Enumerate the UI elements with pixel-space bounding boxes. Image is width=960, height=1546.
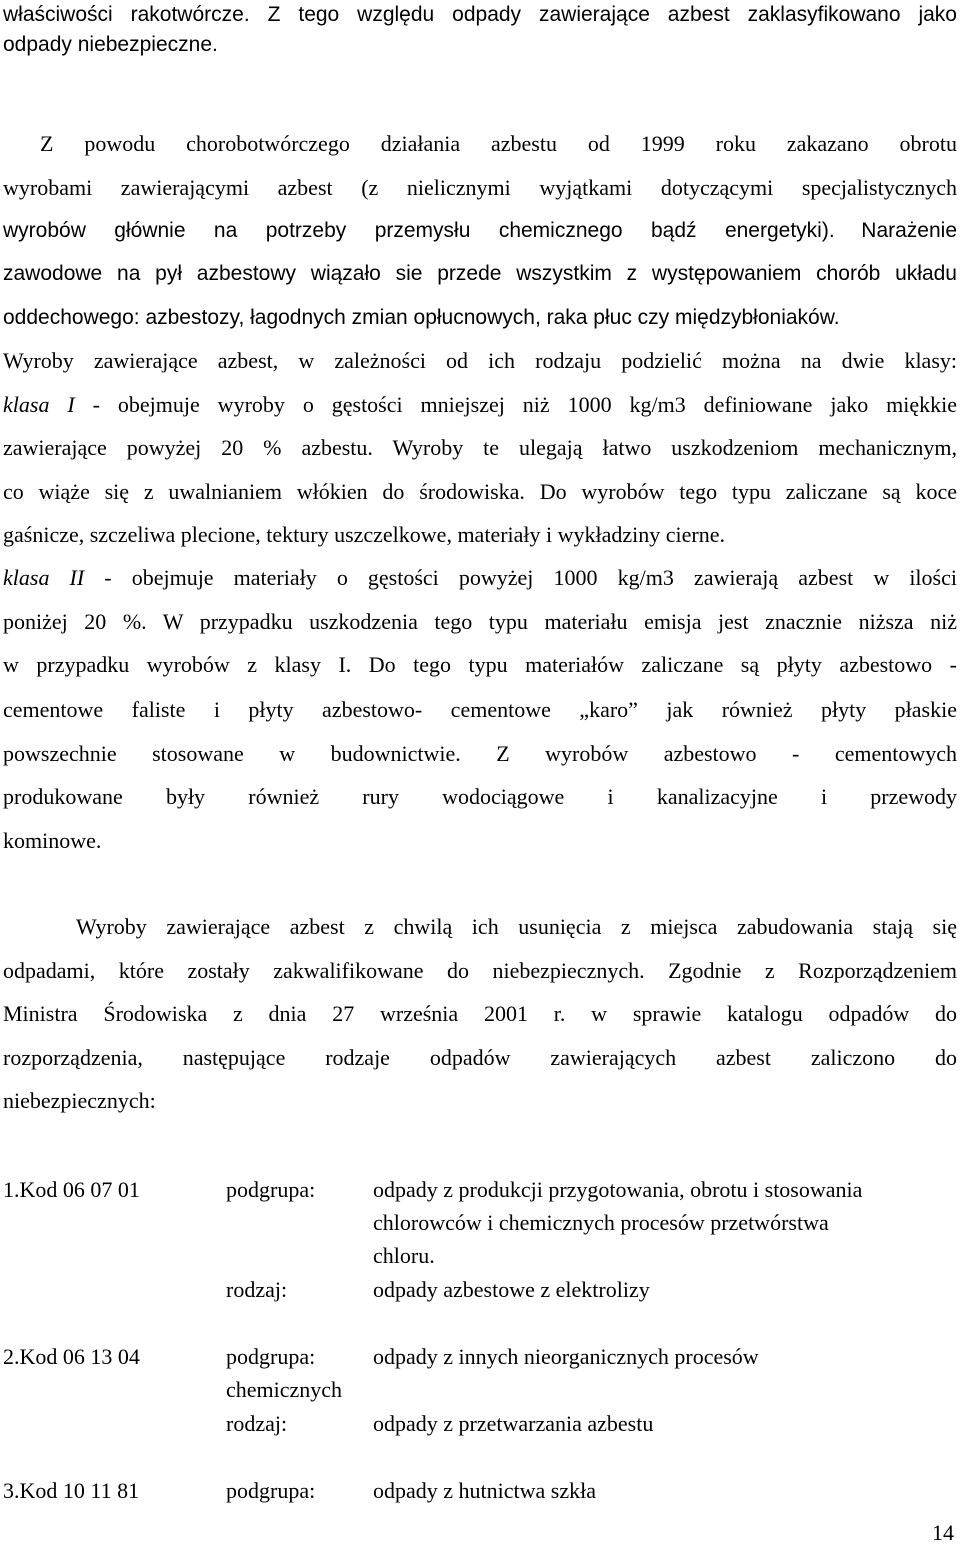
text-line: rozporządzenia, następujące rodzaje odpadów zawierających azbest zaliczono do <box>3 1045 957 1070</box>
text-line: Ministra Środowiska z dnia 27 września 2001 r. w sprawie katalogu odpadów do <box>3 1001 957 1026</box>
text-line: poniżej 20 %. W przypadku uszkodzenia tego typu materiału emisja jest znacznie niższa niż <box>3 609 957 634</box>
text-line <box>3 216 957 246</box>
text-segment: - obejmuje materiały o gęstości powyżej 1000 kg/m3 zawierają azbest w ilości <box>84 565 957 590</box>
text-line: powszechnie stosowane w budownictwie. Z wyrobów azbestowo - cementowych <box>3 741 957 766</box>
type-text: odpady z przetwarzania azbestu <box>373 1411 654 1436</box>
text-segment: - obejmuje wyroby o gęstości mniejszej niż 1000 kg/m3 definiowane jako miękkie <box>74 392 958 417</box>
subgroup-label: podgrupa: <box>226 1478 316 1503</box>
waste-code: 2.Kod 06 13 04 <box>3 1344 140 1369</box>
text-line: zawodowe na pył azbestowy wiązało sie przede wszystkim z występowaniem chorób układu <box>3 262 957 285</box>
type-label: rodzaj: <box>226 1411 288 1436</box>
text-line: oddechowego: azbestozy, łagodnych zmian opłucnowych, raka płuc czy międzybłoniaków. <box>3 306 840 329</box>
text-line: produkowane były również rury wodociągowe i kanalizacyjne i przewody <box>3 784 957 809</box>
code-entry-type <box>3 1275 957 1305</box>
code-entry <box>3 1175 957 1205</box>
text-line: w przypadku wyrobów z klasy I. Do tego typu materiałów zaliczane są płyty azbestowo - <box>3 652 957 677</box>
subgroup-label: podgrupa: <box>226 1344 316 1369</box>
subgroup-text: odpady z innych nieorganicznych procesów <box>373 1344 759 1369</box>
code-entry-type <box>3 1409 957 1439</box>
text-line: zawierające powyżej 20 % azbestu. Wyroby te ulegają łatwo uszkodzeniom mechanicznym, <box>3 435 957 460</box>
subgroup-text: chloru. <box>373 1243 435 1268</box>
code-entry-continued <box>3 1208 957 1238</box>
text-line <box>3 390 957 420</box>
code-entry <box>3 1476 957 1506</box>
page-number: 14 <box>932 1520 954 1545</box>
code-entry-continued <box>3 1241 957 1271</box>
text-line: odpady niebezpieczne. <box>3 33 218 56</box>
type-text: odpady azbestowe z elektrolizy <box>373 1277 650 1302</box>
text-line: co wiąże się z uwalnianiem włókien do środowiska. Do wyrobów tego typu zaliczane są koce <box>3 479 957 504</box>
waste-code: 1.Kod 06 07 01 <box>3 1177 140 1202</box>
text-line: odpadami, które zostały zakwalifikowane do niebezpiecznych. Zgodnie z Rozporządzeniem <box>3 958 957 983</box>
text-line: wyrobami zawierającymi azbest (z nielicznymi wyjątkami dotyczącymi specjalistycznych <box>3 175 957 200</box>
subgroup-text: odpady z hutnictwa szkła <box>373 1478 596 1503</box>
text-segment: wyrobów głównie na potrzeby przemysłu chemicznego bądź energetyki). <box>3 219 835 242</box>
text-segment: Narażenie <box>861 219 958 242</box>
class-label: klasa II <box>3 565 85 590</box>
text-line: niebezpiecznych: <box>3 1088 156 1113</box>
text-line <box>3 563 957 593</box>
text-line: Wyroby zawierające azbest, w zależności od ich rodzaju podzielić można na dwie klasy: <box>3 348 957 373</box>
text-line: kominowe. <box>3 828 102 853</box>
text-line: właściwości rakotwórcze. Z tego względu odpady zawierające azbest zaklasyfikowano jako <box>3 3 957 26</box>
type-label: rodzaj: <box>226 1277 288 1302</box>
subgroup-text: chlorowców i chemicznych procesów przetwórstwa <box>373 1210 829 1235</box>
waste-code: 3.Kod 10 11 81 <box>3 1478 140 1503</box>
text-line: gaśnicze, szczeliwa plecione, tektury uszczelkowe, materiały i wykładziny cierne. <box>3 522 726 547</box>
text-line: cementowe faliste i płyty azbestowo- cementowe „karo” jak również płyty płaskie <box>3 697 957 722</box>
code-entry-continued <box>3 1375 957 1405</box>
code-entry <box>3 1342 957 1372</box>
paragraph-first-line: Wyroby zawierające azbest z chwilą ich usunięcia z miejsca zabudowania stają się <box>76 914 957 939</box>
paragraph-first-line: Z powodu chorobotwórczego działania azbestu od 1999 roku zakazano obrotu <box>40 131 957 156</box>
class-label: klasa I <box>3 392 75 417</box>
subgroup-text-wrap: chemicznych <box>226 1377 343 1402</box>
subgroup-label: podgrupa: <box>226 1177 316 1202</box>
subgroup-text: odpady z produkcji przygotowania, obrotu i stosowania <box>373 1177 863 1202</box>
